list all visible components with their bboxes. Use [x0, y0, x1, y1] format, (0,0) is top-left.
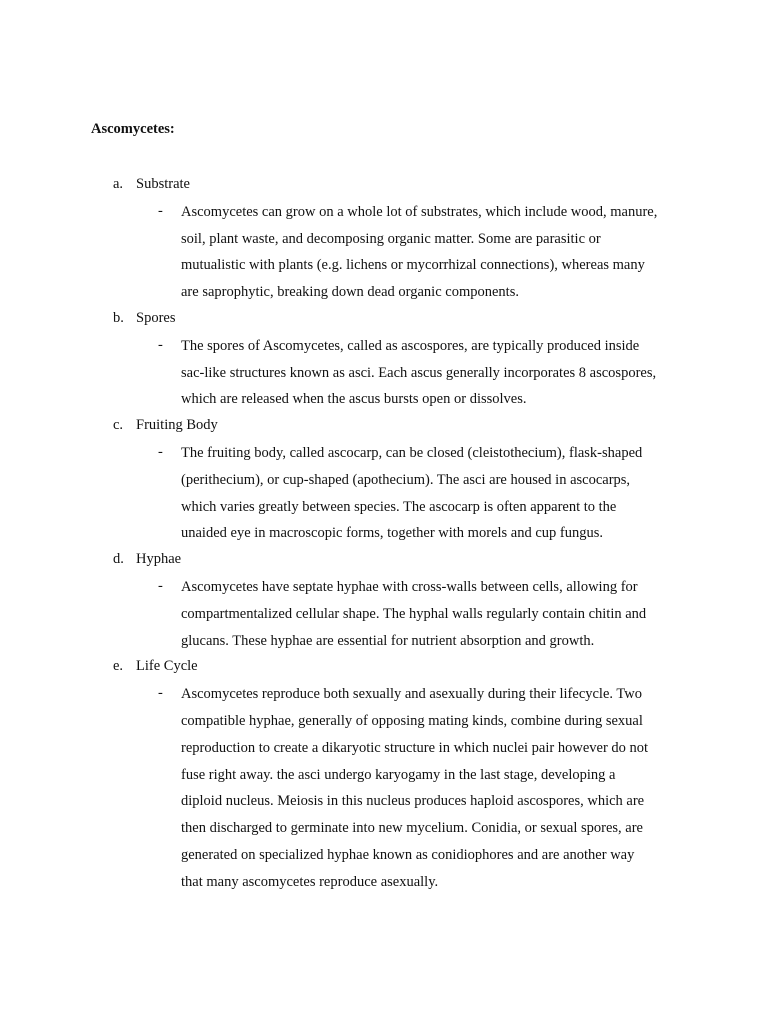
list-marker: e. [113, 658, 124, 675]
bullet-paragraph [181, 574, 681, 654]
paragraph-line: are saprophytic, breaking down dead organic components. [181, 284, 519, 301]
bullet-dash: - [158, 443, 163, 460]
paragraph-line: sac-like structures known as asci. Each ascus generally incorporates 8 ascospores, [181, 364, 657, 381]
paragraph-line: unaided eye in macroscopic forms, together with morels and cup fungus. [181, 525, 603, 542]
section-heading [0, 306, 768, 333]
section-heading-text: Life Cycle [136, 658, 198, 675]
list-marker: c. [113, 417, 124, 434]
paragraph-line: glucans. These hyphae are essential for nutrient absorption and growth. [181, 632, 595, 649]
section-life-cycle [0, 654, 768, 895]
section-spores [0, 306, 768, 413]
section-heading [0, 547, 768, 574]
paragraph-line: diploid nucleus. Meiosis in this nucleus produces haploid ascospores, which are [181, 793, 645, 810]
paragraph-line: that many ascomycetes reproduce asexually. [181, 873, 439, 890]
section-heading [0, 413, 768, 440]
bullet-item [0, 681, 768, 895]
bullet-dash: - [158, 202, 163, 219]
paragraph-line: (perithecium), or cup-shaped (apothecium). The asci are housed in ascocarps, [181, 471, 631, 488]
bullet-item [0, 440, 768, 547]
section-heading-text: Hyphae [136, 551, 182, 568]
bullet-paragraph [181, 333, 681, 413]
document-title: Ascomycetes: [91, 121, 175, 137]
section-fruiting-body [0, 413, 768, 547]
paragraph-line: Ascomycetes have septate hyphae with cross-walls between cells, allowing for [181, 578, 638, 595]
bullet-item [0, 574, 768, 654]
list-marker: d. [113, 551, 124, 568]
paragraph-line: The fruiting body, called ascocarp, can be closed (cleistothecium), flask-shaped [181, 444, 643, 461]
section-hyphae [0, 547, 768, 654]
section-heading-text: Spores [136, 309, 176, 326]
section-list [0, 172, 768, 896]
paragraph-line: fuse right away. the asci undergo karyogamy in the last stage, developing a [181, 766, 616, 783]
paragraph-line: compartmentalized cellular shape. The hyphal walls regularly contain chitin and [181, 605, 647, 622]
paragraph-line: generated on specialized hyphae known as conidiophores and are another way [181, 846, 635, 863]
section-heading-text: Fruiting Body [136, 417, 218, 434]
paragraph-line: mutualistic with plants (e.g. lichens or mycorrhizal connections), whereas many [181, 257, 645, 274]
section-heading [0, 654, 768, 681]
bullet-dash: - [158, 577, 163, 594]
bullet-item [0, 199, 768, 306]
section-heading-text: Substrate [136, 176, 190, 192]
paragraph-line: Ascomycetes reproduce both sexually and asexually during their lifecycle. Two [181, 686, 642, 703]
list-marker: b. [113, 309, 124, 326]
paragraph-line: which varies greatly between species. The ascocarp is often apparent to the [181, 498, 617, 515]
paragraph-line: reproduction to create a dikaryotic structure in which nuclei pair however do not [181, 739, 649, 756]
bullet-paragraph [181, 440, 681, 547]
paragraph-line: soil, plant waste, and decomposing organic matter. Some are parasitic or [181, 230, 601, 247]
paragraph-line: The spores of Ascomycetes, called as ascospores, are typically produced inside [181, 337, 640, 354]
bullet-dash: - [158, 336, 163, 353]
paragraph-line: compatible hyphae, generally of opposing mating kinds, combine during sexual [181, 712, 643, 729]
section-heading [0, 172, 768, 199]
paragraph-line: which are released when the ascus bursts open or dissolves. [181, 391, 527, 408]
list-marker: a. [113, 176, 124, 192]
paragraph-line: Ascomycetes can grow on a whole lot of substrates, which include wood, manure, [181, 203, 658, 220]
bullet-paragraph [181, 199, 681, 306]
bullet-dash: - [158, 685, 163, 702]
paragraph-line: then discharged to germinate into new mycelium. Conidia, or sexual spores, are [181, 820, 643, 837]
section-substrate [0, 172, 768, 306]
bullet-item [0, 333, 768, 413]
bullet-paragraph [181, 681, 681, 895]
